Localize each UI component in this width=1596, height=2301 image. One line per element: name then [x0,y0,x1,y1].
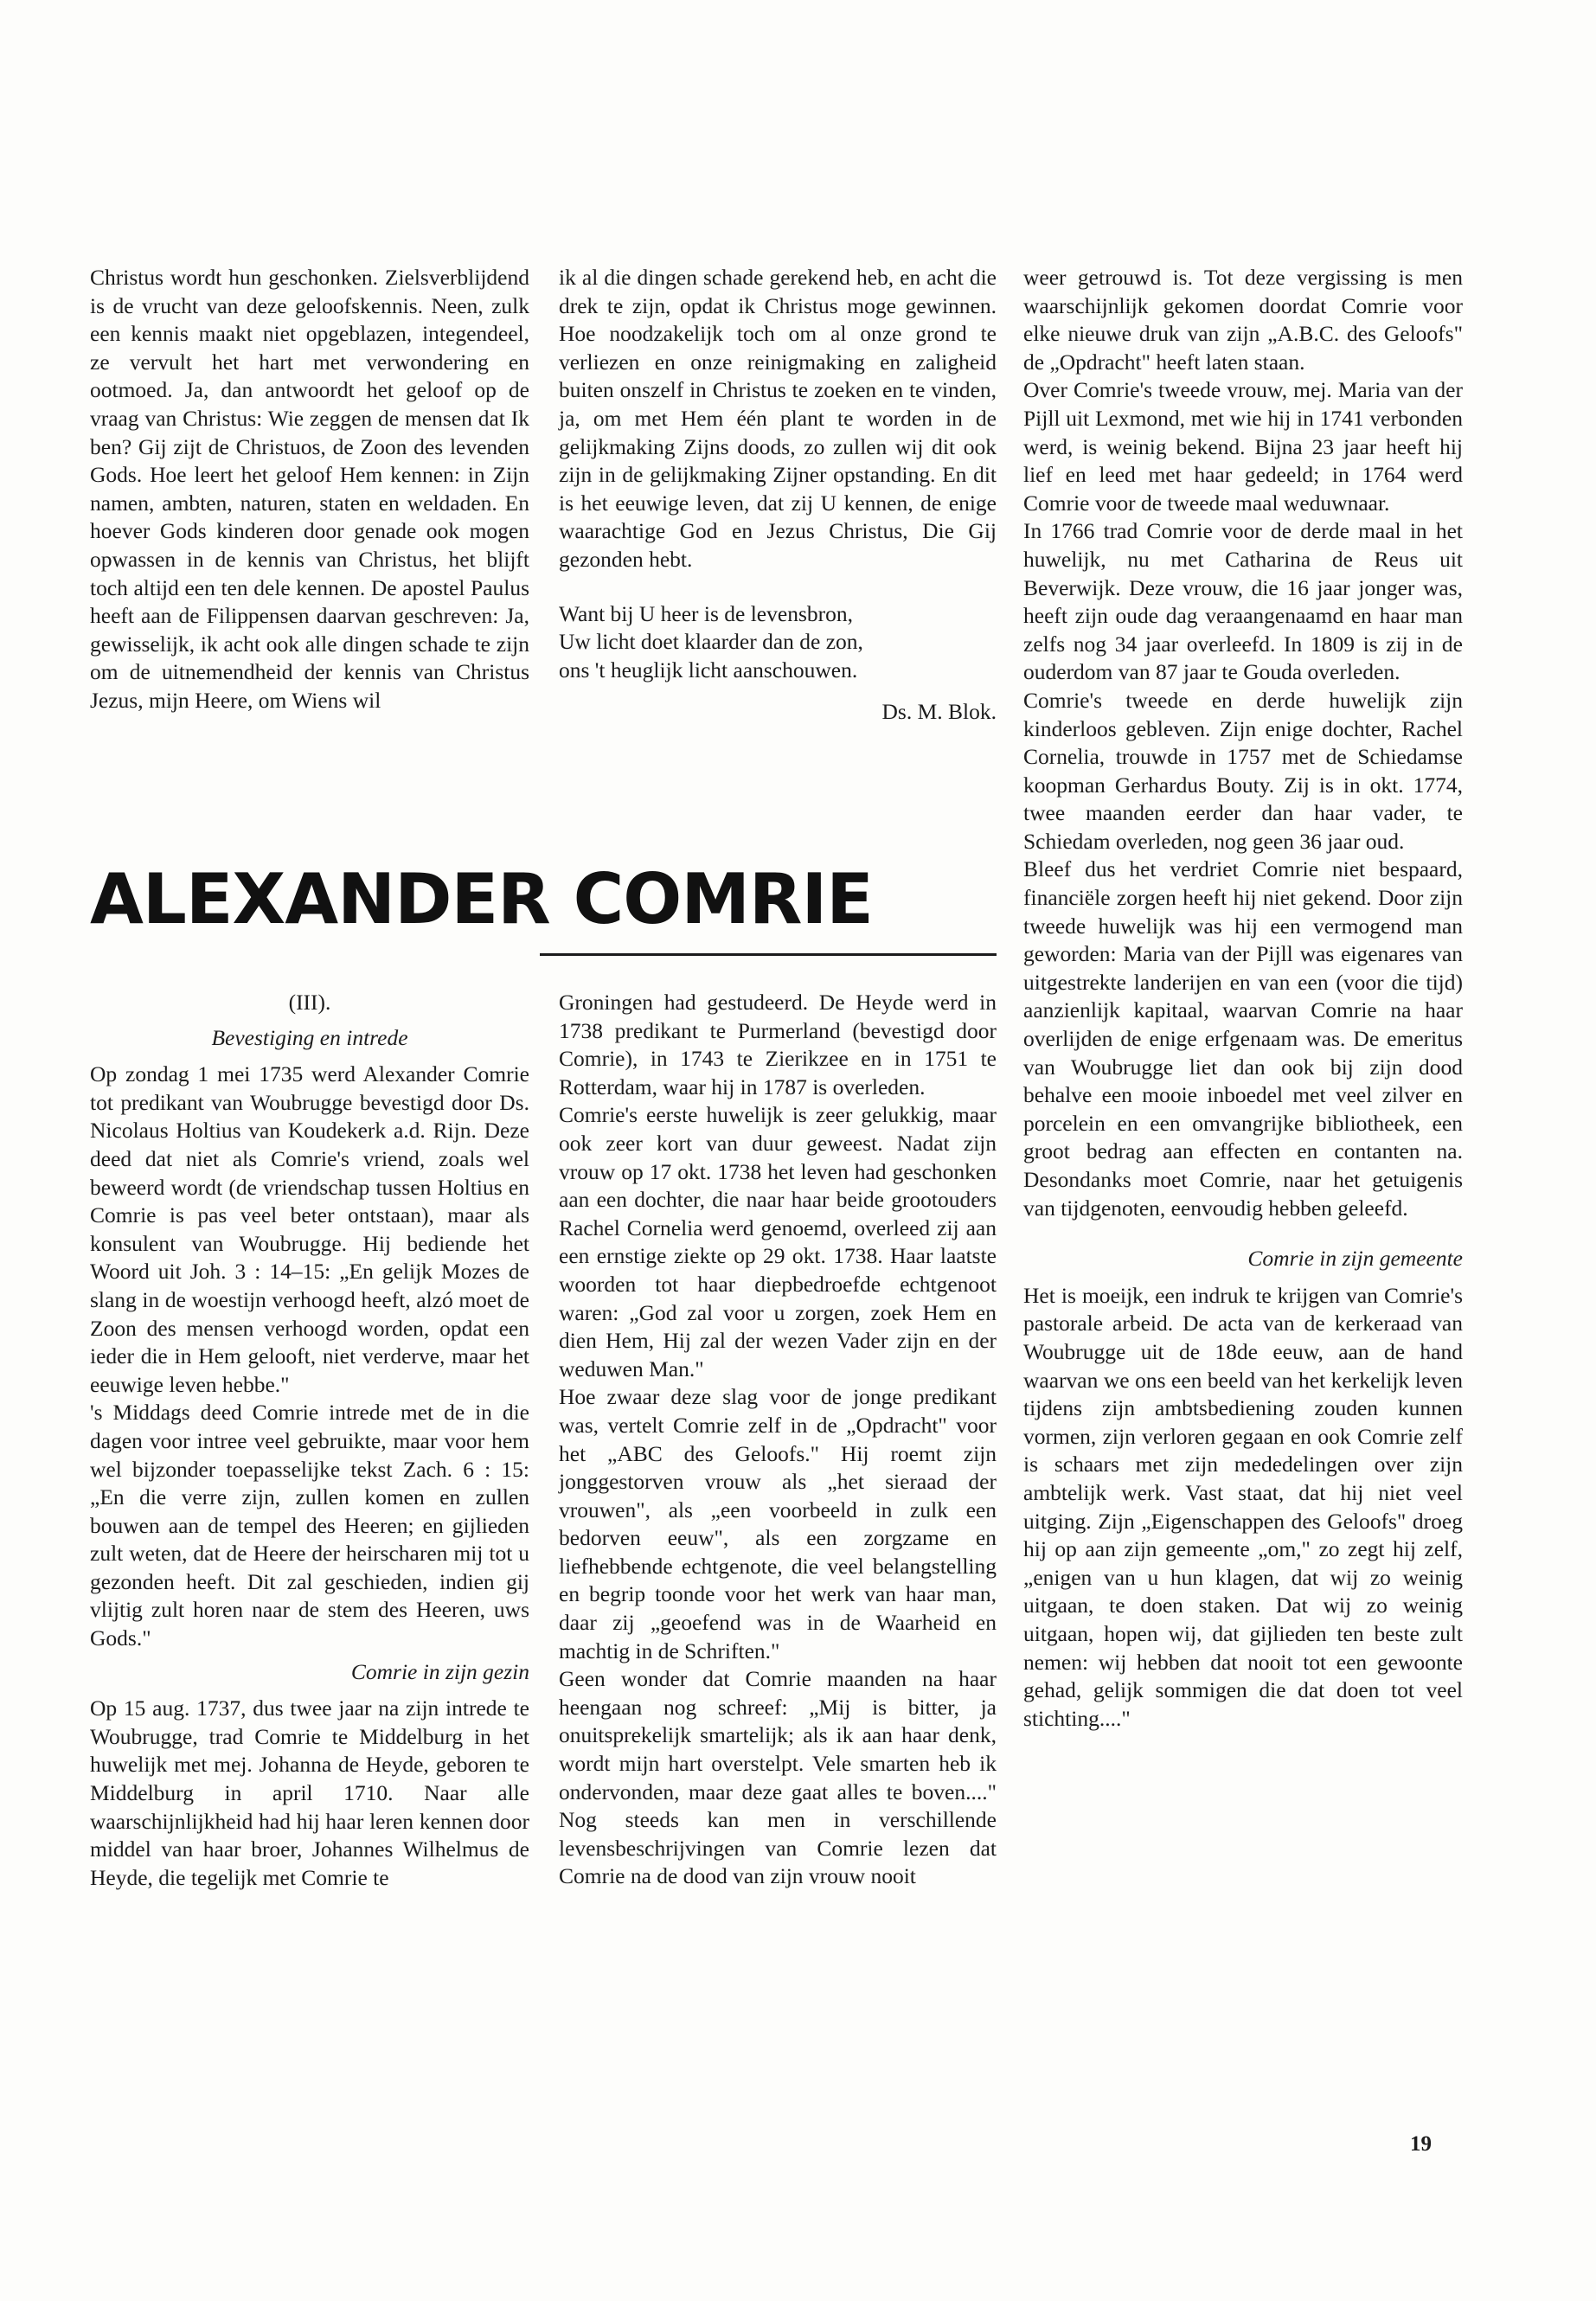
paragraph: Hoe zwaar deze slag voor de jonge predikant was, vertelt Comrie zelf in de „Opdracht" voor het „ABC des Geloofs." Hij roemt zijn jonggestorven vrouw als „het sieraad der vrouwen", als „een voorbeeld in zulk een bedorven eeuw", als een zorgzame en liefhebbende echtgenote, die veel belangstelling en begrip toonde voor het werk van haar man, daar zij „geoefend was in de Waarheid en machtig in de Schriften." [559,1384,997,1663]
paragraph: Comrie's tweede en derde huwelijk zijn kinderloos gebleven. Zijn enige dochter, Rachel Cornelia, trouwde in 1757 met de Schiedamse koopman Gerhardus Bouty. Zij is in okt. 1774, twee maanden eerder dan haar vader, te Schiedam overleden, nog geen 36 jaar oud. [1023,687,1463,854]
paragraph: weer getrouwd is. Tot deze vergissing is men waarschijnlijk gekomen doordat Comrie voor elke nieuwe druk van zijn „A.B.C. des Geloofs" de „Opdracht" heeft laten staan. [1023,265,1463,375]
signature: Ds. M. Blok. [881,699,997,725]
paragraph: Bleef dus het verdriet Comrie niet bespaard, financiële zorgen heeft hij niet gekend. Door zijn tweede huwelijk was hij een vermogend man geworden: Maria van der Pijll was eigenares van uitgestrekte landerijen en van een (voor die tijd) aanzienlijk kapitaal, waarvan Comrie na haar overlijden de enige erfgenaam was. De emeritus van Woubrugge liet dan ook bij zijn dood behalve een mooie inboedel met veel zilver en porcelein en een omvangrijke bibliotheek, een groot bedrag aan effecten en contanten na. Desondanks moet Comrie, naar het getuigenis van tijdgenoten, eenvoudig hebben geleefd. [1023,856,1463,1221]
column-1-top [90,264,529,715]
article-heading: ALEXANDER COMRIE [90,859,873,939]
section-number: (III). [288,990,331,1015]
column-1-bottom [90,989,529,1892]
column-2-top [559,264,997,727]
paragraph: Christus wordt hun geschonken. Zielsverblijdend is de vrucht van deze geloofskennis. Neen, zulk een kennis maakt niet opgeblazen, integendeel, ze vervult het hart met verwondering en ootmoed. Ja, dan antwoordt het geloof op de vraag van Christus: Wie zeggen de mensen dat Ik ben? Gij zijt de Christuos, de Zoon des levenden Gods. Hoe leert het geloof Hem kennen: in Zijn namen, ambten, naturen, staten en weldaden. En hoever Gods kinderen door genade ook mogen opwassen in de kennis van Christus, het blijft toch altijd een ten dele kennen. De apostel Paulus heeft aan de Filippensen daarvan geschreven: Ja, gewisselijk, ik acht ook alle dingen schade te zijn om de uitnemendheid der kennis van Christus Jezus, mijn Heere, om Wiens wil [90,265,529,713]
paragraph: Groningen had gestudeerd. De Heyde werd in 1738 predikant te Purmerland (bevestigd door Comrie), in 1743 te Zierikzee en in 1751 te Rotterdam, waar hij in 1787 is overleden. [559,990,997,1099]
page-number: 19 [1410,2132,1432,2156]
paragraph: Op zondag 1 mei 1735 werd Alexander Comrie tot predikant van Woubrugge bevestigd door Ds. Nicolaus Holtius van Koudekerk a.d. Rijn. Deze deed dat niet als Comrie's vriend, zoals wel beweerd wordt (de vriendschap tussen Holtius en Comrie is pas veel beter ontstaan), maar als konsulent van Woubrugge. Hij bediende het Woord uit Joh. 3 : 14–15: „En gelijk Mozes de slang in de woestijn verhoogd heeft, alzó moet de Zoon des mensen verhoogd worden, opdat een ieder die in Hem gelooft, niet verderve, maar het eeuwige leven hebbe." [90,1061,529,1397]
column-2-bottom [559,989,997,1891]
poem-line: Uw licht doet klaarder dan de zon, [559,629,863,655]
paragraph: 's Middags deed Comrie intrede met de in die dagen voor intree veel gebruikte, maar voor hem wel bijzonder toepasselijke tekst Zach. 6 : 15: „En die verre zijn, zullen komen en zullen bouwen aan de tempel des Heeren; en gijlieden zult weten, dat de Heere der heirscharen mij tot u gezonden heeft. Dit zal geschieden, indien gij vlijtig zult horen naar de stem des Heeren, uws Gods." [90,1400,529,1651]
poem-line: Want bij U heer is de levensbron, [559,600,853,626]
paragraph: Comrie's eerste huwelijk is zeer gelukkig, maar ook zeer kort van duur geweest. Nadat zijn vrouw op 17 okt. 1738 het leven had geschonken aan een dochter, die naar haar beide grootouders Rachel Cornelia werd genoemd, overleed zij aan een ernstige ziekte op 29 okt. 1738. Haar laatste woorden tot haar diepbedroefde echtgenoot waren: „God zal voor u zorgen, zoek Hem en dien Hem, Hij zal der wezen Vader zijn en der weduwen Man." [559,1102,997,1381]
paragraph: ik al die dingen schade gerekend heb, en acht die drek te zijn, opdat ik Christus moge gewinnen. Hoe noodzakelijk toch om al onze grond te verliezen en onze reinigmaking en zaligheid buiten onszelf in Christus te zoeken en te vinden, ja, om met Hem één plant te worden in de gelijkmaking Zijns doods, zo zullen wij dit ook zijn in de gelijkmaking Zijner opstanding. En dit is het eeuwige leven, dat zij U kennen, de enige waarachtige God en Jezus Christus, Die Gij gezonden hebt. [559,265,997,572]
paragraph: In 1766 trad Comrie voor de derde maal in het huwelijk, nu met Catharina de Reus uit Beverwijk. Deze vrouw, die 16 jaar jonger was, heeft zijn oude dag veraangenaamd en haar man zelfs nog 34 jaar overleefd. In 1809 is zij in de ouderdom van 87 jaar te Gouda overleden. [1023,518,1463,685]
paragraph: Het is moeijk, een indruk te krijgen van Comrie's pastorale arbeid. De acta van de kerkeraad van Woubrugge uit de 18de eeuw, aan de hand waarvan we ons een beeld van het kerkelijk leven tijdens zijn ambtsbediening zouden kunnen vormen, zijn verloren gegaan en ook Comrie zelf is schaars met zijn mededelingen over zijn ambtelijk werk. Vast staat, dat hij niet veel uitging. Zijn „Eigenschappen des Geloofs" droeg hij op aan zijn gemeente „om," zo zegt hij zelf, „enigen van u hun klagen, dat wij zo weinig uitgaan, te doen staken. Dat wij zo weinig uitgaan, hopen wij, dat gijlieden ten beste zult nemen: wij hebben dat nooit tot een gewoonte gehad, gelijk sommigen die dat doen tot veel stichting...." [1023,1282,1463,1731]
subheading-bevestiging: Bevestiging en intrede [211,1024,408,1050]
subheading-gemeente: Comrie in zijn gemeente [1247,1246,1463,1272]
subheading-gezin: Comrie in zijn gezin [350,1658,529,1684]
paragraph: Op 15 aug. 1737, dus twee jaar na zijn intrede te Woubrugge, trad Comrie te Middelburg in het huwelijk met mej. Johanna de Heyde, geboren te Middelburg in april 1710. Naar alle waarschijnlijkheid had hij haar leren kennen door middel van haar broer, Johannes Wilhelmus de Heyde, die tegelijk met Comrie te [90,1695,529,1890]
paragraph: Geen wonder dat Comrie maanden na haar heengaan nog schreef: „Mij is bitter, ja onuitsprekelijk smartelijk; als ik aan haar denk, wordt mijn hart overstelpt. Vele smarten heb ik ondervonden, maar deze gaat alles te boven...." Nog steeds kan men in verschillende levensbeschrijvingen van Comrie lezen dat Comrie na de dood van zijn vrouw nooit [559,1666,997,1889]
poem-line: ons 't heuglijk licht aanschouwen. [559,657,858,683]
heading-rule [540,953,997,956]
column-3 [1023,264,1463,1733]
paragraph: Over Comrie's tweede vrouw, mej. Maria van der Pijll uit Lexmond, met wie hij in 1741 verbonden werd, is weinig bekend. Bijna 23 jaar heeft hij lief en leed met haar gedeeld; in 1764 werd Comrie voor de tweede maal weduwnaar. [1023,377,1463,516]
